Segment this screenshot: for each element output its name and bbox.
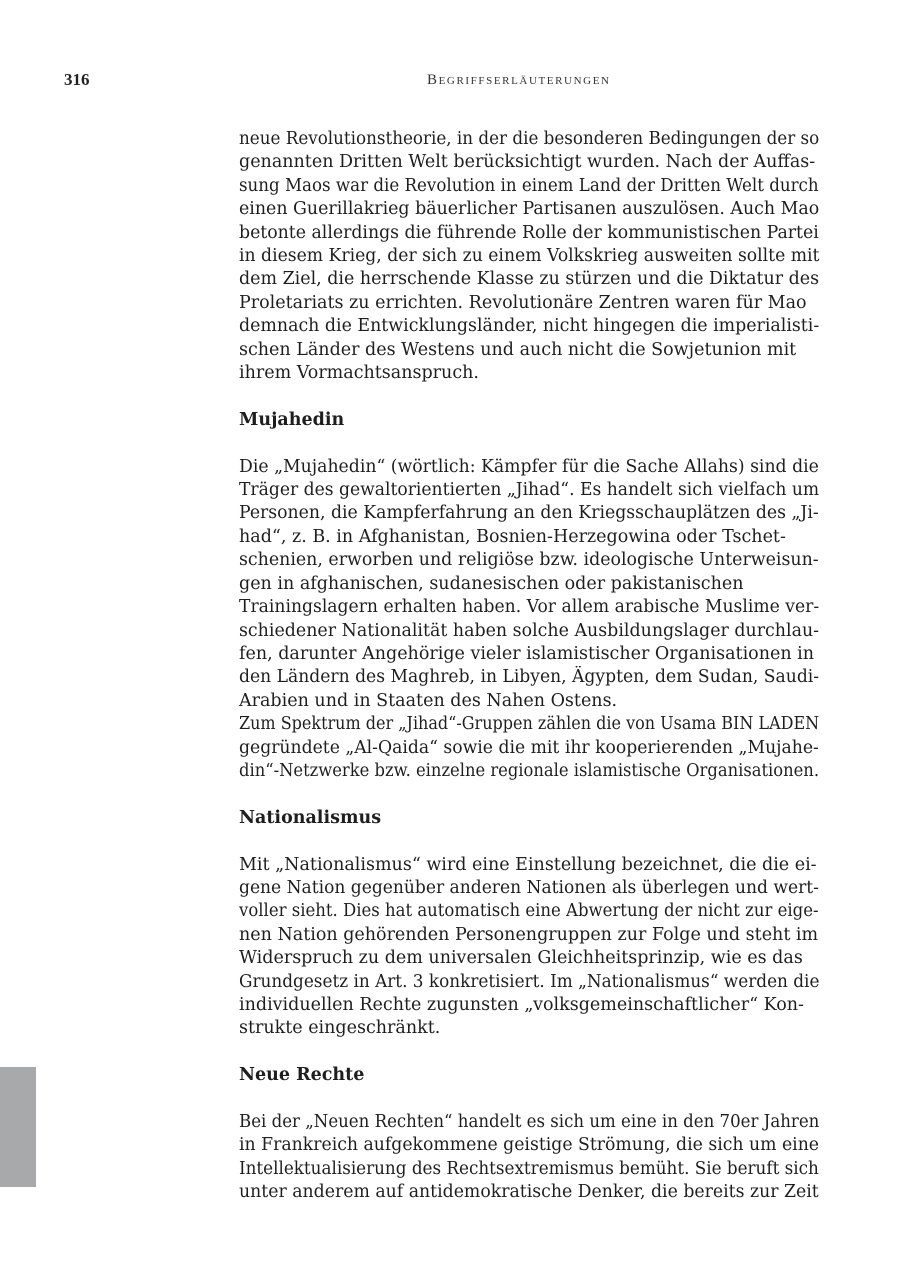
text-line: Intellektualisierung des Rechtsextremismus bemüht. Sie beruft sich [239, 1158, 819, 1179]
section-body-mujahedin [239, 456, 819, 784]
thumb-index-tab [0, 1067, 36, 1187]
main-text [239, 128, 819, 1205]
text-line: Träger des gewaltorientierten „Jihad“. Es handelt sich vielfach um [239, 480, 820, 501]
text-line: strukte eingeschränkt. [239, 1018, 441, 1039]
text-line: din“-Netzwerke bzw. einzelne regionale islamistische Organisationen. [239, 760, 820, 781]
text-line: sung Maos war die Revolution in einem Land der Dritten Welt durch [239, 175, 819, 196]
text-line: gen in afghanischen, sudanesischen oder pakistanischen [239, 573, 744, 594]
text-line: den Ländern des Maghreb, in Libyen, Ägypten, dem Sudan, Saudi- [239, 667, 820, 688]
text-line: dem Ziel, die herrschende Klasse zu stürzen und die Diktatur des [239, 269, 820, 290]
text-line: Trainingslagern erhalten haben. Vor allem arabische Muslime ver- [239, 597, 820, 618]
text-line: genannten Dritten Welt berücksichtigt wurden. Nach der Auffas- [239, 152, 816, 173]
text-line: Arabien und in Staaten des Nahen Ostens. [239, 690, 618, 711]
section-heading-nationalismus: Nationalismus [239, 807, 382, 828]
section-body-neue-rechte [239, 1111, 819, 1205]
text-line: Bei der „Neuen Rechten“ handelt es sich um eine in den 70er Jahren [239, 1111, 820, 1132]
section-body-nationalismus [239, 854, 819, 1041]
running-head: Begriffserläuterungen [427, 72, 611, 88]
text-line: in Frankreich aufgekommene geistige Strömung, die sich um eine [239, 1135, 820, 1156]
text-line: schiedener Nationalität haben solche Ausbildungslager durchlau- [239, 620, 820, 641]
text-line: individuellen Rechte zugunsten „volksgemeinschaftlicher“ Kon- [239, 994, 804, 1015]
text-line: Personen, die Kampferfahrung an den Kriegsschauplätzen des „Ji- [239, 503, 819, 524]
text-line: Widerspruch zu dem universalen Gleichheitsprinzip, wie es das [239, 948, 803, 969]
text-line: schenien, erworben und religiöse bzw. ideologische Unterweisun- [239, 550, 819, 571]
text-line: Proletariats zu errichten. Revolutionäre Zentren waren für Mao [239, 292, 807, 313]
text-line: ihrem Vormachtsanspruch. [239, 363, 479, 384]
text-line: unter anderem auf antidemokratische Denker, die bereits zur Zeit [239, 1182, 819, 1203]
text-line: neue Revolutionstheorie, in der die besonderen Bedingungen der so [239, 129, 820, 149]
text-line: schen Länder des Westens und auch nicht die Sowjetunion mit [239, 339, 797, 360]
text-line: voller sieht. Dies hat automatisch eine Abwertung der nicht zur eige- [239, 901, 819, 922]
text-line: had“, z. B. in Afghanistan, Bosnien-Herzegowina oder Tschet- [239, 526, 786, 547]
section-heading-mujahedin: Mujahedin [239, 409, 345, 430]
text-line: gene Nation gegenüber anderen Nationen als überlegen und wert- [239, 877, 819, 898]
text-line: Mit „Nationalismus“ wird eine Einstellung bezeichnet, die die ei- [239, 854, 817, 875]
text-line: betonte allerdings die führende Rolle der kommunistischen Partei [239, 222, 819, 243]
text-line: demnach die Entwicklungsländer, nicht hingegen die imperialisti- [239, 316, 820, 337]
text-line: Grundgesetz in Art. 3 konkretisiert. Im „Nationalismus“ werden die [239, 971, 820, 992]
text-line: einen Guerillakrieg bäuerlicher Partisanen auszulösen. Auch Mao [239, 199, 820, 220]
page-number: 316 [64, 70, 90, 89]
text-line: Die „Mujahedin“ (wörtlich: Kämpfer für die Sache Allahs) sind die [239, 456, 819, 477]
intro-paragraph [239, 128, 819, 385]
section-heading-neue-rechte: Neue Rechte [239, 1065, 365, 1086]
text-line: fen, darunter Angehörige vieler islamistischer Organisationen in [239, 643, 815, 664]
text-line: nen Nation gehörenden Personengruppen zur Folge und steht im [239, 924, 819, 945]
text-line: in diesem Krieg, der sich zu einem Volkskrieg ausweiten sollte mit [239, 246, 820, 267]
text-line: gegründete „Al-Qaida“ sowie die mit ihr kooperierenden „Mujahe- [239, 737, 819, 758]
text-line: Zum Spektrum der „Jihad“-Gruppen zählen die von Usama BIN LADEN [239, 714, 820, 735]
